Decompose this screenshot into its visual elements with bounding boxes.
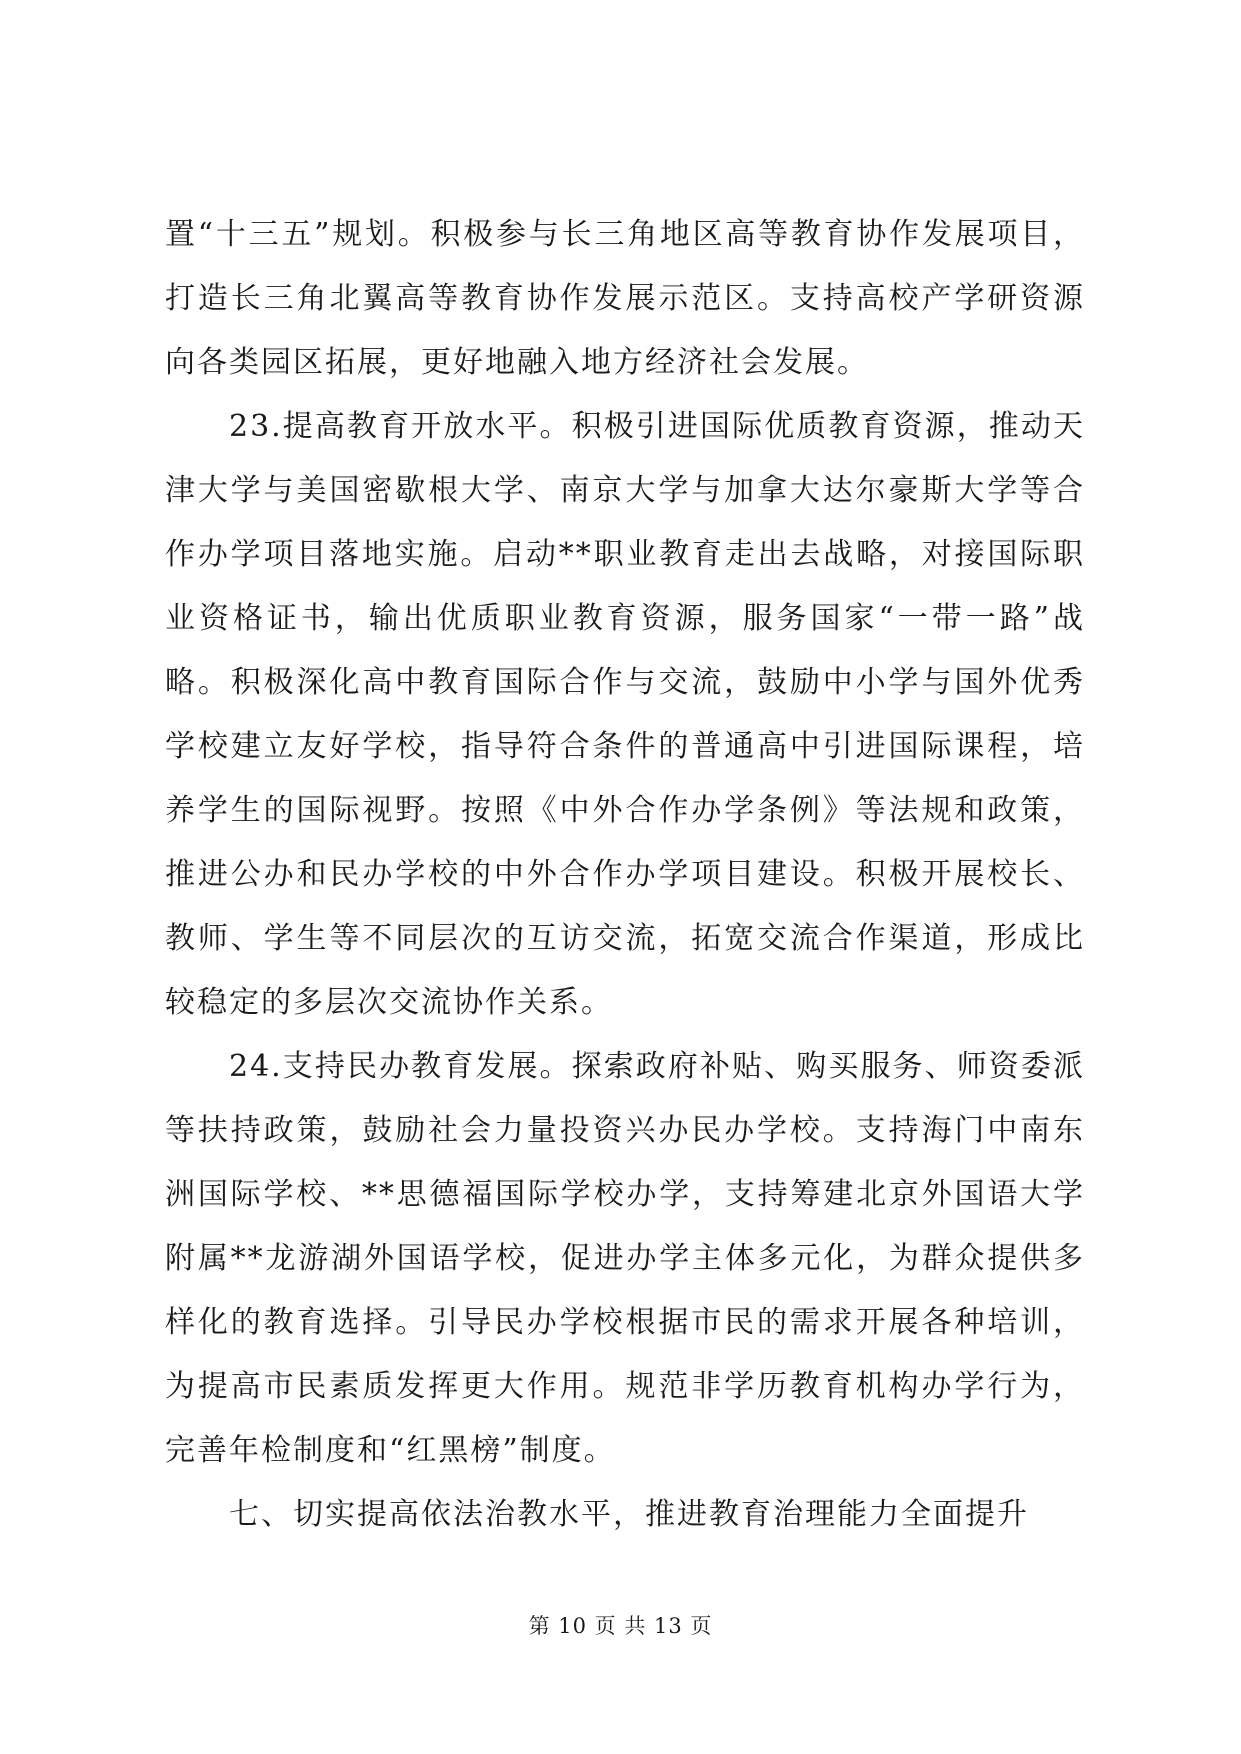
paragraph-continuation: 置“十三五”规划。积极参与长三角地区高等教育协作发展项目，打造长三角北翼高等教育协作发展示范区。支持高校产学研资源向各类园区拓展，更好地融入地方经济社会发展。 — [165, 217, 1085, 380]
paragraph-item-24: 24.支持民办教育发展。探索政府补贴、购买服务、师资委派等扶持政策，鼓励社会力量投资兴办民办学校。支持海门中南东洲国际学校、**思德福国际学校办学，支持筹建北京外国语大学附属**龙游湖外国语学校，促进办学主体多元化，为群众提供多样化的教育选择。引导民办学校根据市民的需求开展各种培训，为提高市民素质发挥更大作用。规范非学历教育机构办学行为，完善年检制度和“红黑榜”制度。 — [165, 1049, 1085, 1468]
section-heading-7: 七、切实提高依法治教水平，推进教育治理能力全面提升 — [229, 1497, 1029, 1532]
paragraph-item-23: 23.提高教育开放水平。积极引进国际优质教育资源，推动天津大学与美国密歇根大学、南京大学与加拿大达尔豪斯大学等合作办学项目落地实施。启动**职业教育走出去战略，对接国际职业资格证书，输出优质职业教育资源，服务国家“一带一路”战略。积极深化高中教育国际合作与交流，鼓励中小学与国外优秀学校建立友好学校，指导符合条件的普通高中引进国际课程，培养学生的国际视野。按照《中外合作办学条例》等法规和政策，推进公办和民办学校的中外合作办学项目建设。积极开展校长、教师、学生等不同层次的互访交流，拓宽交流合作渠道，形成比较稳定的多层次交流协作关系。 — [165, 409, 1085, 1020]
document-body — [165, 203, 1085, 1547]
page-number-footer: 第 10 页 共 13 页 — [528, 1614, 713, 1638]
